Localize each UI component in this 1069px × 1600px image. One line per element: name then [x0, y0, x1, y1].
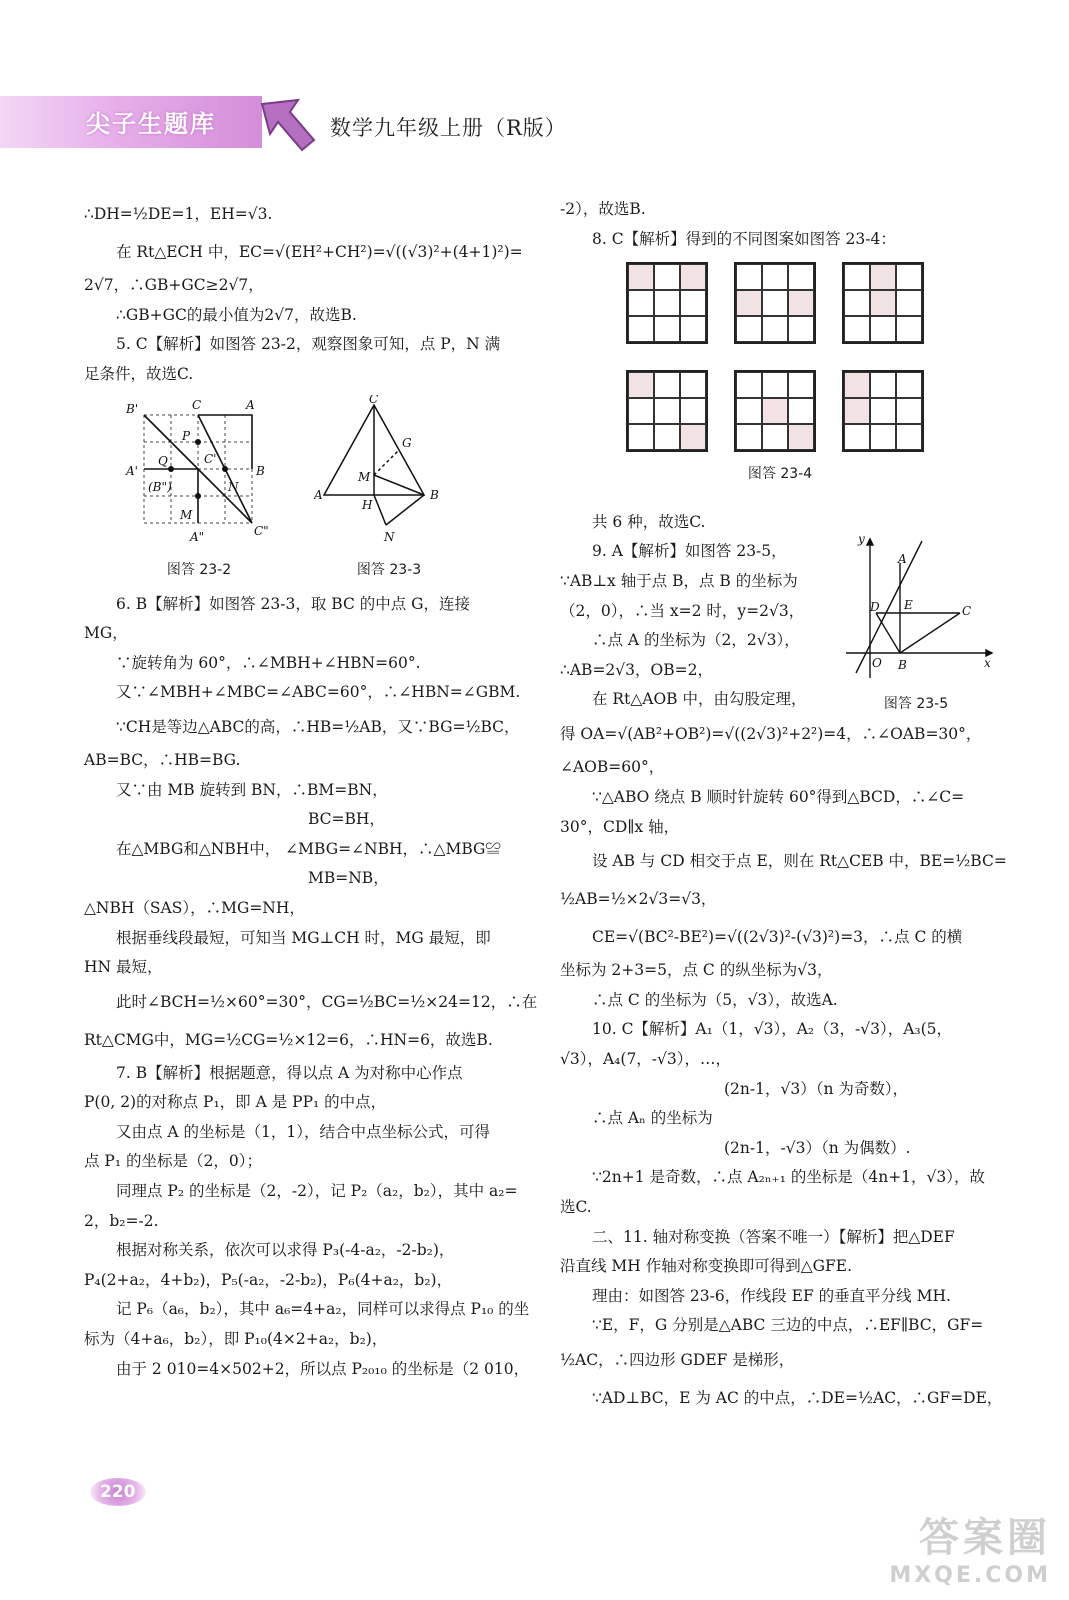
text-line: ∴点 C 的坐标为（5，√3），故选A.: [592, 990, 838, 1009]
text-line: 30°，CD∥x 轴，: [560, 817, 680, 836]
svg-text:M: M: [180, 508, 193, 523]
svg-text:C: C: [192, 398, 202, 413]
text-line: 理由：如图答 23-6，作线段 EF 的垂直平分线 MH.: [592, 1286, 951, 1305]
text-line: △NBH（SAS），∴MG=NH，: [84, 898, 305, 917]
svg-text:B': B': [126, 402, 139, 417]
watermark-line2: MXQE.COM: [889, 1563, 1051, 1588]
svg-text:G: G: [402, 436, 412, 451]
text-line: P(0, 2)的对称点 P₁，即 A 是 PP₁ 的中点，: [84, 1093, 387, 1112]
text-line: ½AC，∴四边形 GDEF 是梯形，: [560, 1350, 795, 1369]
text-line: 又∵∠MBH+∠MBC=∠ABC=60°，∴∠HBN=∠GBM.: [116, 683, 521, 702]
left-column: [84, 195, 538, 1384]
text-line: Rt△CMG中，MG=½CG=½×12=6，∴HN=6，故选B.: [84, 1030, 493, 1049]
svg-text:A': A': [126, 464, 138, 479]
svg-text:M: M: [358, 470, 371, 485]
pattern-grid: [842, 370, 924, 452]
pattern-grid: [626, 262, 708, 344]
text-line: ∵AD⊥BC，E 为 AC 的中点，∴DE=½AC，∴GF=DE，: [592, 1388, 1003, 1407]
book-title: 数学九年级上册（R版）: [330, 116, 567, 140]
text-line: ∴GB+GC的最小值为2√7，故选B.: [116, 305, 357, 324]
text-line: ∠AOB=60°，: [560, 758, 665, 777]
text-line: 根据垂线段最短，可知当 MG⊥CH 时，MG 最短，即: [116, 928, 491, 947]
svg-text:y: y: [858, 533, 865, 547]
figure-23-5-drawing: [836, 533, 996, 683]
pattern-grid: [734, 370, 816, 452]
text-line: 7. B【解析】根据题意，得以点 A 为对称中心作点: [116, 1063, 463, 1082]
problem-9-block: [560, 533, 1002, 715]
text-line: -2），故选B.: [560, 200, 646, 218]
text-line: ∴AB=2√3，OB=2，: [560, 660, 713, 679]
brand-title: 尖子生题库: [86, 110, 216, 138]
svg-text:C': C': [204, 452, 217, 467]
text-line: ∵△ABO 绕点 B 顺时针旋转 60°得到△BCD，∴∠C=: [592, 787, 965, 806]
page-number: 220: [90, 1478, 146, 1506]
pattern-grid: [626, 370, 708, 452]
text-line: 得 OA=√(AB²+OB²)=√((2√3)²+2²)=4，∴∠OAB=30°，: [560, 725, 982, 744]
text-line: 5. C【解析】如图答 23-2，观察图象可知，点 P，N 满: [116, 335, 501, 354]
text-line: 又由点 A 的坐标是（1，1），结合中点坐标公式，可得: [116, 1122, 491, 1141]
figure-caption: 图答 23-4: [747, 466, 813, 483]
svg-text:B: B: [898, 658, 907, 673]
svg-text:P: P: [182, 429, 191, 444]
text-line: HN 最短，: [84, 958, 163, 977]
svg-text:A: A: [246, 398, 255, 413]
text-line: ∵2n+1 是奇数，∴点 A₂ₙ₊₁ 的坐标是（4n+1，√3），故: [592, 1168, 986, 1187]
svg-text:(B"): (B"): [148, 480, 172, 495]
text-line: ∵旋转角为 60°，∴∠MBH+∠HBN=60°.: [116, 653, 421, 672]
text-line: 记 P₆（a₆，b₂），其中 a₆=4+a₂，同样可以求得点 P₁₀ 的坐: [116, 1300, 530, 1319]
svg-text:B: B: [256, 464, 265, 479]
figure-23-5: [836, 533, 996, 719]
text-line: 标为（4+a₆，b₂），即 P₁₀(4×2+a₂，b₂)，: [84, 1330, 388, 1349]
text-line: ∴DH=½DE=1，EH=√3.: [84, 205, 273, 223]
watermark: [889, 1506, 1051, 1588]
svg-text:A": A": [190, 530, 205, 545]
text-line: MB=NB，: [308, 869, 389, 888]
text-line: 在 Rt△ECH 中，EC=√(EH²+CH²)=√((√3)²+(4+1)²)=: [116, 243, 523, 261]
text-line: 设 AB 与 CD 相交于点 E，则在 Rt△CEB 中，BE=½BC=: [592, 852, 1007, 871]
svg-text:Q: Q: [158, 454, 168, 469]
figure-23-2-drawing: [124, 395, 274, 545]
text-line: 根据对称关系，依次可以求得 P₃(-4-a₂，-2-b₂)，: [116, 1241, 455, 1260]
text-line: 足条件，故选C.: [84, 364, 194, 383]
text-line: 10. C【解析】A₁（1，√3），A₂（3，-√3），A₃(5，: [592, 1020, 953, 1039]
pattern-grid-figure: [626, 262, 1002, 452]
svg-text:O: O: [872, 656, 882, 671]
text-line: 又∵由 MB 旋转到 BN，∴BM=BN，: [116, 780, 388, 799]
figure-23-3-drawing: [314, 395, 464, 545]
text-line: 6. B【解析】如图答 23-3，取 BC 的中点 G，连接: [116, 594, 471, 613]
text-line: 共 6 种，故选C.: [592, 512, 706, 531]
text-line: (2n-1，-√3）（n 为偶数）.: [724, 1138, 911, 1157]
text-line: ∵CH是等边△ABC的高，∴HB=½AB，又∵BG=½BC，: [116, 717, 520, 736]
svg-text:D: D: [870, 600, 880, 615]
right-column: [560, 195, 1007, 1417]
text-line: P₄(2+a₂，4+b₂)，P₅(-a₂，-2-b₂)，P₆(4+a₂，b₂)，: [84, 1270, 453, 1289]
text-line: 在△MBG和△NBH中， ∠MBG=∠NBH，∴△MBG≌: [116, 839, 501, 858]
text-line: √3），A₄(7，-√3），…，: [560, 1049, 732, 1068]
figure-row: [124, 395, 524, 585]
svg-text:A: A: [898, 552, 907, 567]
text-line: 沿直线 MH 作轴对称变换即可得到△GFE.: [560, 1257, 853, 1276]
pattern-grid: [842, 262, 924, 344]
arrow-icon: [258, 96, 318, 154]
figure-23-3: [314, 395, 464, 585]
text-line: 在 Rt△AOB 中，由勾股定理，: [592, 690, 807, 709]
text-line: AB=BC，∴HB=BG.: [84, 750, 241, 769]
text-line: CE=√(BC²-BE²)=√((2√3)²-(√3)²)=3，∴点 C 的横: [592, 928, 963, 947]
text-line: BC=BH，: [308, 810, 385, 829]
figure-caption: 图答 23-2: [166, 561, 232, 578]
text-line: MG，: [84, 624, 128, 643]
svg-text:A: A: [314, 488, 323, 503]
text-line: 9. A【解析】如图答 23-5，: [592, 542, 787, 561]
text-line: （2，0），∴当 x=2 时，y=2√3，: [560, 601, 805, 620]
text-line: 2，b₂=-2.: [84, 1211, 159, 1230]
text-line: 8. C【解析】得到的不同图案如图答 23-4：: [592, 229, 896, 248]
svg-text:x: x: [984, 656, 991, 671]
watermark-line1: 答案圈: [919, 1515, 1051, 1561]
svg-text:E: E: [904, 598, 913, 613]
svg-text:B: B: [430, 488, 439, 503]
svg-text:N: N: [228, 480, 239, 495]
text-line: ∴点 A 的坐标为（2，2√3），: [592, 631, 800, 650]
figure-caption: 图答 23-3: [356, 561, 422, 578]
text-line: 由于 2 010=4×502+2，所以点 P₂₀₁₀ 的坐标是（2 010，: [116, 1359, 530, 1378]
text-line: ½AB=½×2√3=√3，: [560, 890, 717, 909]
text-line: 同理点 P₂ 的坐标是（2，-2），记 P₂（a₂，b₂），其中 a₂=: [116, 1182, 518, 1201]
svg-text:C: C: [369, 395, 379, 407]
text-line: ∵AB⊥x 轴于点 B，点 B 的坐标为: [560, 571, 798, 590]
svg-text:H: H: [362, 498, 373, 513]
text-line: 此时∠BCH=½×60°=30°，CG=½BC=½×24=12，∴在: [116, 992, 538, 1011]
text-line: ∵E，F，G 分别是△ABC 三边的中点，∴EF∥BC，GF=: [592, 1316, 984, 1335]
text-line: 选C.: [560, 1197, 592, 1216]
pattern-grid: [734, 262, 816, 344]
text-line: 点 P₁ 的坐标是（2，0）；: [84, 1152, 262, 1171]
figure-caption: 图答 23-5: [883, 695, 949, 712]
svg-text:N: N: [384, 530, 395, 545]
figure-23-2: [124, 395, 274, 585]
text-line: ∴点 Aₙ 的坐标为: [592, 1109, 713, 1128]
text-line: (2n-1，√3）（n 为奇数），: [724, 1079, 909, 1098]
svg-text:C": C": [254, 524, 269, 539]
text-line: 2√7，∴GB+GC≥2√7，: [84, 276, 264, 294]
text-line: 二、11. 轴对称变换（答案不唯一）【解析】把△DEF: [592, 1227, 955, 1246]
svg-text:C: C: [962, 604, 972, 619]
text-line: 坐标为 2+3=5，点 C 的纵坐标为√3，: [560, 961, 833, 980]
